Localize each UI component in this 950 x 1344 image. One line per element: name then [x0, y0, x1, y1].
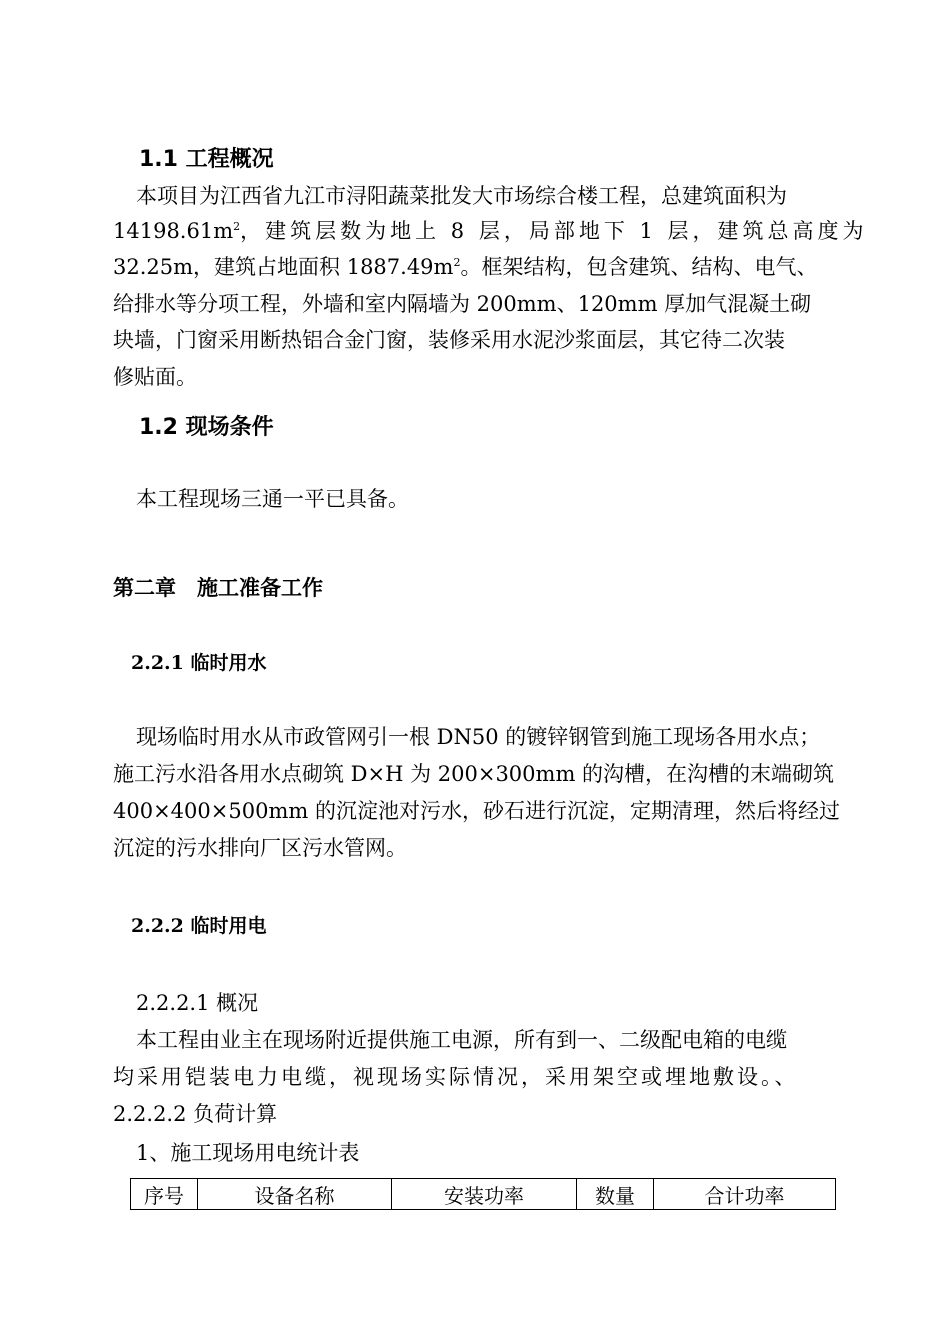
paragraph-line: 32.25m，建筑占地面积 $1887.49m^2$。框架结构，包含建筑、结构、电气、: [113, 255, 818, 279]
table-header-cell: 数量: [577, 1179, 654, 1210]
table-header-cell: 安装功率: [392, 1179, 577, 1210]
table-header-cell: 合计功率: [654, 1179, 836, 1210]
paragraph-line: 施工污水沿各用水点砌筑 D×H 为 200×300mm 的沟槽，在沟槽的末端砌筑: [113, 762, 835, 786]
superscript: 2: [453, 256, 461, 269]
paragraph-line: 修贴面。: [113, 365, 197, 389]
table-header-cell: 设备名称: [198, 1179, 392, 1210]
power-usage-table: [130, 1178, 836, 1210]
section-1-2-heading: 1.2 现场条件: [139, 415, 274, 440]
paragraph-line: 本项目为江西省九江市浔阳蔬菜批发大市场综合楼工程，总建筑面积为: [136, 184, 787, 208]
superscript: 2: [233, 220, 241, 233]
paragraph-line: 均采用铠装电力电缆，视现场实际情况，采用架空或埋地敷设。、: [113, 1065, 799, 1089]
paragraph-line: 本工程现场三通一平已具备。: [136, 487, 409, 511]
paragraph-line: 块墙，门窗采用断热铝合金门窗，装修采用水泥沙浆面层，其它待二次装: [113, 328, 785, 352]
table-header-row: [131, 1179, 836, 1210]
paragraph-line: 本工程由业主在现场附近提供施工电源，所有到一、二级配电箱的电缆: [136, 1028, 787, 1052]
paragraph-line: 沉淀的污水排向厂区污水管网。: [113, 836, 407, 860]
paragraph-line: 现场临时用水从市政管网引一根 DN50 的镀锌钢管到施工现场各用水点；: [136, 725, 821, 749]
paragraph-line: $14198.61m^2$，建筑层数为地上 8 层，局部地下 1 层，建筑总高度为: [113, 219, 868, 243]
subsection-heading: 2.2.2.2 负荷计算: [113, 1102, 278, 1126]
paragraph-line: 400×400×500mm 的沉淀池对污水，砂石进行沉淀，定期清理，然后将经过: [113, 799, 840, 823]
list-item: 1、施工现场用电统计表: [136, 1141, 360, 1165]
chapter-2-heading: 第二章 施工准备工作: [113, 576, 323, 600]
section-2-2-1-heading: 2.2.1 临时用水: [131, 652, 267, 674]
section-2-2-2-heading: 2.2.2 临时用电: [131, 915, 267, 937]
table-header-cell: 序号: [131, 1179, 198, 1210]
subsection-heading: 2.2.2.1 概况: [136, 991, 259, 1015]
section-1-1-heading: 1.1 工程概况: [139, 147, 274, 172]
paragraph-line: 给排水等分项工程，外墙和室内隔墙为 200mm、120mm 厚加气混凝土砌: [113, 292, 812, 316]
